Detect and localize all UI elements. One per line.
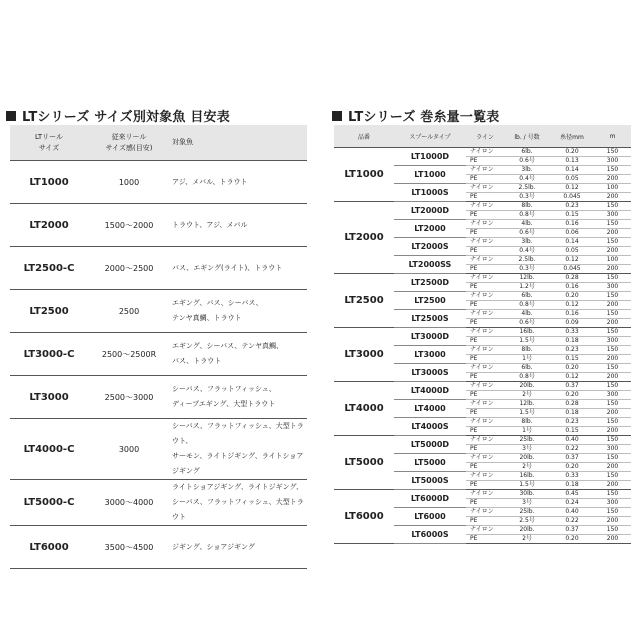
diameter-cell: 0.20 (550, 364, 594, 373)
header-text: サイズ感(目安) (105, 143, 153, 152)
meters-cell: 200 (594, 355, 631, 364)
series-model-cell: LT2000 (334, 202, 394, 274)
old-size-cell: 3000～4000 (88, 480, 170, 526)
diameter-cell: 0.20 (550, 148, 594, 157)
spool-type-cell: LT2000 (394, 220, 466, 238)
target-fish-line: トラウト、アジ、メバル (172, 220, 248, 229)
lb-cell: 2号 (504, 535, 550, 544)
diameter-cell: 0.20 (550, 292, 594, 301)
spool-type-cell: LT2500S (394, 310, 466, 328)
target-fish-cell (170, 204, 307, 247)
diameter-cell: 0.20 (550, 391, 594, 400)
diameter-cell: 0.12 (550, 373, 594, 382)
spool-type-cell: LT5000D (394, 436, 466, 454)
table-row (10, 333, 307, 376)
diameter-cell: 0.24 (550, 499, 594, 508)
lb-cell: 8lb. (504, 346, 550, 355)
lb-cell: 1.5号 (504, 481, 550, 490)
target-fish-cell (170, 247, 307, 290)
line-type-cell: ナイロン (466, 364, 504, 373)
meters-cell: 200 (594, 427, 631, 436)
series-model-cell: LT1000 (334, 148, 394, 202)
reel-model-cell: LT3000-C (10, 333, 88, 376)
lb-cell: 30lb. (504, 490, 550, 499)
diameter-cell: 0.37 (550, 526, 594, 535)
meters-cell: 150 (594, 220, 631, 229)
target-fish-line: ディープエギング、大型トラウト (172, 400, 276, 408)
lb-cell: 3号 (504, 445, 550, 454)
spool-type-cell: LT1000 (394, 166, 466, 184)
line-type-cell: ナイロン (466, 454, 504, 463)
table-row (334, 490, 631, 499)
meters-cell: 150 (594, 310, 631, 319)
diameter-cell: 0.16 (550, 220, 594, 229)
square-bullet-icon (6, 111, 16, 121)
line-type-cell: PE (466, 175, 504, 184)
meters-cell: 150 (594, 400, 631, 409)
reel-model-cell: LT6000 (10, 526, 88, 569)
lb-cell: 12lb. (504, 400, 550, 409)
lb-cell: 12lb. (504, 274, 550, 283)
diameter-cell: 0.45 (550, 490, 594, 499)
meters-cell: 300 (594, 157, 631, 166)
series-model-cell: LT4000 (334, 382, 394, 436)
diameter-cell: 0.045 (550, 193, 594, 202)
diameter-cell: 0.20 (550, 535, 594, 544)
spool-type-cell: LT5000S (394, 472, 466, 490)
target-fish-line: エギング、バス、シーバス、 (172, 299, 263, 307)
table-row (334, 202, 631, 211)
line-type-cell: PE (466, 337, 504, 346)
line-type-cell: ナイロン (466, 274, 504, 283)
right-table-title (332, 106, 499, 125)
reel-model-cell: LT1000 (10, 161, 88, 204)
series-model-cell: LT3000 (334, 328, 394, 382)
diameter-cell: 0.05 (550, 247, 594, 256)
spool-type-cell: LT6000S (394, 526, 466, 544)
table-row (10, 247, 307, 290)
line-header: ライン (466, 125, 504, 148)
line-type-cell: PE (466, 301, 504, 310)
meters-cell: 300 (594, 499, 631, 508)
lb-cell: 20lb. (504, 454, 550, 463)
reel-model-cell: LT4000-C (10, 419, 88, 480)
line-type-cell: ナイロン (466, 256, 504, 265)
model-header: 品番 (334, 125, 394, 148)
diameter-cell: 0.37 (550, 454, 594, 463)
diameter-cell: 0.28 (550, 274, 594, 283)
lb-cell: 0.6号 (504, 319, 550, 328)
old-size-cell: 1000 (88, 161, 170, 204)
spool-type-cell: LT3000S (394, 364, 466, 382)
line-type-cell: ナイロン (466, 328, 504, 337)
lb-cell: 0.6号 (504, 157, 550, 166)
spool-type-cell: LT3000D (394, 328, 466, 346)
spool-type-cell: LT2500 (394, 292, 466, 310)
square-bullet-icon (332, 111, 342, 121)
spool-type-cell: LT2500D (394, 274, 466, 292)
meters-cell: 300 (594, 211, 631, 220)
line-type-cell: PE (466, 211, 504, 220)
spool-type-cell: LT2000S (394, 238, 466, 256)
header-text: LTリール (34, 132, 64, 141)
target-fish-line: アジ、メバル、トラウト (172, 177, 248, 186)
old-size-header (88, 125, 170, 161)
diameter-cell: 0.40 (550, 508, 594, 517)
meters-cell: 150 (594, 292, 631, 301)
line-capacity-table (334, 125, 631, 544)
meters-cell: 150 (594, 508, 631, 517)
line-type-cell: ナイロン (466, 310, 504, 319)
table-row (10, 290, 307, 333)
diameter-cell: 0.05 (550, 175, 594, 184)
line-type-cell: ナイロン (466, 472, 504, 481)
meters-cell: 200 (594, 409, 631, 418)
target-fish-cell (170, 161, 307, 204)
diameter-cell: 0.33 (550, 328, 594, 337)
spool-type-cell: LT1000S (394, 184, 466, 202)
meters-cell: 200 (594, 319, 631, 328)
target-fish-line: バス、トラウト (172, 357, 222, 365)
lb-cell: 2号 (504, 391, 550, 400)
reel-model-cell: LT2500-C (10, 247, 88, 290)
line-type-cell: ナイロン (466, 202, 504, 211)
target-fish-line: シーバス、フラットフィッシュ、 (172, 385, 276, 393)
meters-cell: 150 (594, 454, 631, 463)
line-type-cell: ナイロン (466, 526, 504, 535)
line-type-cell: PE (466, 409, 504, 418)
meters-cell: 150 (594, 346, 631, 355)
table-row (334, 148, 631, 157)
old-size-cell: 2000～2500 (88, 247, 170, 290)
meters-cell: 100 (594, 256, 631, 265)
size-target-fish-table (10, 125, 307, 569)
lb-cell: 25lb. (504, 436, 550, 445)
diameter-cell: 0.15 (550, 211, 594, 220)
line-type-cell: PE (466, 391, 504, 400)
lb-cell: 0.8号 (504, 211, 550, 220)
lb-cell: 1.5号 (504, 409, 550, 418)
reel-model-cell: LT5000-C (10, 480, 88, 526)
lb-cell: 0.6号 (504, 229, 550, 238)
meters-cell: 150 (594, 418, 631, 427)
lb-cell: 2号 (504, 463, 550, 472)
spool-type-cell: LT6000D (394, 490, 466, 508)
diameter-cell: 0.22 (550, 517, 594, 526)
fish-header: 対象魚 (170, 125, 307, 161)
header-text: 従来リール (111, 132, 147, 141)
lb-cell: 1号 (504, 355, 550, 364)
diameter-cell: 0.33 (550, 472, 594, 481)
diameter-cell: 0.12 (550, 256, 594, 265)
line-type-cell: PE (466, 247, 504, 256)
lb-cell: 16lb. (504, 472, 550, 481)
old-size-cell: 2500～3000 (88, 376, 170, 419)
line-type-cell: PE (466, 229, 504, 238)
meters-cell: 150 (594, 238, 631, 247)
lb-cell: 0.3号 (504, 265, 550, 274)
table-row (334, 274, 631, 283)
meters-cell: 200 (594, 247, 631, 256)
left-table-title (6, 106, 230, 125)
lb-cell: 16lb. (504, 328, 550, 337)
target-fish-cell (170, 376, 307, 419)
target-fish-line: バス、エギング(ライト)、トラウト (172, 263, 283, 272)
diameter-cell: 0.40 (550, 436, 594, 445)
left-title-text: LTシリーズ サイズ別対象魚 目安表 (22, 110, 230, 125)
meters-cell: 200 (594, 373, 631, 382)
line-type-cell: ナイロン (466, 220, 504, 229)
old-size-cell: 1500～2000 (88, 204, 170, 247)
line-type-cell: PE (466, 499, 504, 508)
diameter-cell: 0.15 (550, 427, 594, 436)
lb-cell: 6lb. (504, 292, 550, 301)
lb-cell: 1号 (504, 427, 550, 436)
diameter-cell: 0.37 (550, 382, 594, 391)
lb-header: lb. / 号数 (504, 125, 550, 148)
line-type-cell: ナイロン (466, 238, 504, 247)
diameter-cell: 0.15 (550, 355, 594, 364)
meters-cell: 200 (594, 535, 631, 544)
table-row (10, 204, 307, 247)
diameter-cell: 0.14 (550, 238, 594, 247)
line-type-cell: PE (466, 355, 504, 364)
line-type-cell: PE (466, 283, 504, 292)
meters-cell: 150 (594, 166, 631, 175)
target-fish-cell (170, 290, 307, 333)
meters-cell: 200 (594, 265, 631, 274)
reel-model-cell: LT2500 (10, 290, 88, 333)
table-row (10, 480, 307, 526)
table-header-row (10, 125, 307, 161)
target-fish-line: ライトショアジギング、ライトジギング、 (172, 483, 304, 491)
lb-cell: 0.4号 (504, 175, 550, 184)
table-row (334, 328, 631, 337)
target-fish-line: ジギング、ショアジギング (172, 542, 255, 551)
old-size-cell: 3000 (88, 419, 170, 480)
table-header-row (334, 125, 631, 148)
lb-cell: 2.5号 (504, 517, 550, 526)
meters-cell: 150 (594, 472, 631, 481)
line-type-cell: PE (466, 373, 504, 382)
diameter-cell: 0.045 (550, 265, 594, 274)
line-type-cell: PE (466, 517, 504, 526)
lb-cell: 4lb. (504, 220, 550, 229)
line-type-cell: ナイロン (466, 436, 504, 445)
reel-size-header (10, 125, 88, 161)
meters-cell: 200 (594, 193, 631, 202)
lb-cell: 2.5lb. (504, 256, 550, 265)
diameter-cell: 0.20 (550, 463, 594, 472)
diameter-cell: 0.23 (550, 418, 594, 427)
header-text: サイズ (38, 143, 60, 152)
lb-cell: 6lb. (504, 148, 550, 157)
lb-cell: 20lb. (504, 526, 550, 535)
lb-cell: 25lb. (504, 508, 550, 517)
spool-type-cell: LT5000 (394, 454, 466, 472)
target-fish-cell (170, 419, 307, 480)
spool-type-cell: LT4000S (394, 418, 466, 436)
meters-cell: 100 (594, 184, 631, 193)
line-type-cell: PE (466, 535, 504, 544)
lb-cell: 0.8号 (504, 373, 550, 382)
line-type-cell: ナイロン (466, 346, 504, 355)
table-row (10, 419, 307, 480)
meters-cell: 150 (594, 202, 631, 211)
target-fish-line: テンヤ真鯛、トラウト (172, 314, 242, 322)
lb-cell: 1.2号 (504, 283, 550, 292)
meters-cell: 200 (594, 175, 631, 184)
meters-cell: 150 (594, 364, 631, 373)
spool-type-cell: LT4000D (394, 382, 466, 400)
diameter-cell: 0.13 (550, 157, 594, 166)
line-type-cell: ナイロン (466, 292, 504, 301)
meters-cell: 300 (594, 337, 631, 346)
line-type-cell: ナイロン (466, 418, 504, 427)
old-size-cell: 3500～4500 (88, 526, 170, 569)
line-type-cell: ナイロン (466, 508, 504, 517)
line-type-cell: PE (466, 445, 504, 454)
lb-cell: 0.4号 (504, 247, 550, 256)
diameter-cell: 0.18 (550, 409, 594, 418)
table-row (10, 526, 307, 569)
target-fish-cell (170, 480, 307, 526)
lb-cell: 8lb. (504, 418, 550, 427)
target-fish-line: エギング、シーバス、テンヤ真鯛、 (172, 342, 284, 350)
lb-cell: 0.3号 (504, 193, 550, 202)
spool-type-cell: LT6000 (394, 508, 466, 526)
meters-cell: 150 (594, 436, 631, 445)
old-size-cell: 2500 (88, 290, 170, 333)
spool-header: スプールタイプ (394, 125, 466, 148)
line-type-cell: PE (466, 481, 504, 490)
meters-cell: 150 (594, 526, 631, 535)
meters-cell: 300 (594, 283, 631, 292)
table-row (10, 161, 307, 204)
spool-type-cell: LT3000 (394, 346, 466, 364)
table-row (334, 382, 631, 391)
line-type-cell: ナイロン (466, 166, 504, 175)
diameter-cell: 0.18 (550, 481, 594, 490)
lb-cell: 3号 (504, 499, 550, 508)
lb-cell: 2.5lb. (504, 184, 550, 193)
meters-cell: 200 (594, 463, 631, 472)
lb-cell: 8lb. (504, 202, 550, 211)
lb-cell: 20lb. (504, 382, 550, 391)
old-size-cell: 2500～2500R (88, 333, 170, 376)
reel-model-cell: LT2000 (10, 204, 88, 247)
diameter-cell: 0.12 (550, 301, 594, 310)
meters-header: m (594, 125, 631, 148)
target-fish-cell (170, 333, 307, 376)
meters-cell: 200 (594, 229, 631, 238)
lb-cell: 1.5号 (504, 337, 550, 346)
reel-model-cell: LT3000 (10, 376, 88, 419)
line-type-cell: ナイロン (466, 148, 504, 157)
diameter-cell: 0.16 (550, 310, 594, 319)
spool-type-cell: LT1000D (394, 148, 466, 166)
meters-cell: 150 (594, 328, 631, 337)
line-type-cell: PE (466, 319, 504, 328)
meters-cell: 300 (594, 391, 631, 400)
lb-cell: 4lb. (504, 310, 550, 319)
meters-cell: 200 (594, 301, 631, 310)
line-type-cell: ナイロン (466, 184, 504, 193)
spool-type-cell: LT2000SS (394, 256, 466, 274)
table-row (10, 376, 307, 419)
diameter-cell: 0.28 (550, 400, 594, 409)
meters-cell: 300 (594, 445, 631, 454)
lb-cell: 0.8号 (504, 301, 550, 310)
table-row (334, 436, 631, 445)
line-type-cell: PE (466, 427, 504, 436)
meters-cell: 150 (594, 274, 631, 283)
diameter-header: 糸径mm (550, 125, 594, 148)
diameter-cell: 0.23 (550, 202, 594, 211)
meters-cell: 150 (594, 382, 631, 391)
diameter-cell: 0.06 (550, 229, 594, 238)
meters-cell: 200 (594, 517, 631, 526)
line-type-cell: ナイロン (466, 490, 504, 499)
target-fish-cell (170, 526, 307, 569)
diameter-cell: 0.23 (550, 346, 594, 355)
lb-cell: 6lb. (504, 364, 550, 373)
spool-type-cell: LT4000 (394, 400, 466, 418)
line-type-cell: PE (466, 193, 504, 202)
lb-cell: 3lb. (504, 238, 550, 247)
diameter-cell: 0.18 (550, 337, 594, 346)
series-model-cell: LT5000 (334, 436, 394, 490)
meters-cell: 200 (594, 481, 631, 490)
diameter-cell: 0.16 (550, 283, 594, 292)
diameter-cell: 0.12 (550, 184, 594, 193)
line-type-cell: ナイロン (466, 382, 504, 391)
series-model-cell: LT2500 (334, 274, 394, 328)
meters-cell: 150 (594, 148, 631, 157)
spool-type-cell: LT2000D (394, 202, 466, 220)
line-type-cell: PE (466, 157, 504, 166)
diameter-cell: 0.09 (550, 319, 594, 328)
series-model-cell: LT6000 (334, 490, 394, 544)
line-type-cell: PE (466, 463, 504, 472)
diameter-cell: 0.22 (550, 445, 594, 454)
target-fish-line: シーバス、フラットフィッシュ、大型トラウト、 (172, 422, 304, 445)
line-type-cell: ナイロン (466, 400, 504, 409)
lb-cell: 3lb. (504, 166, 550, 175)
line-type-cell: PE (466, 265, 504, 274)
meters-cell: 150 (594, 490, 631, 499)
target-fish-line: サーモン、ライトジギング、ライトショアジギング (172, 452, 304, 475)
right-title-text: LTシリーズ 巻糸量一覧表 (348, 110, 500, 125)
diameter-cell: 0.14 (550, 166, 594, 175)
target-fish-line: シーバス、フラットフィッシュ、大型トラウト (172, 498, 304, 521)
